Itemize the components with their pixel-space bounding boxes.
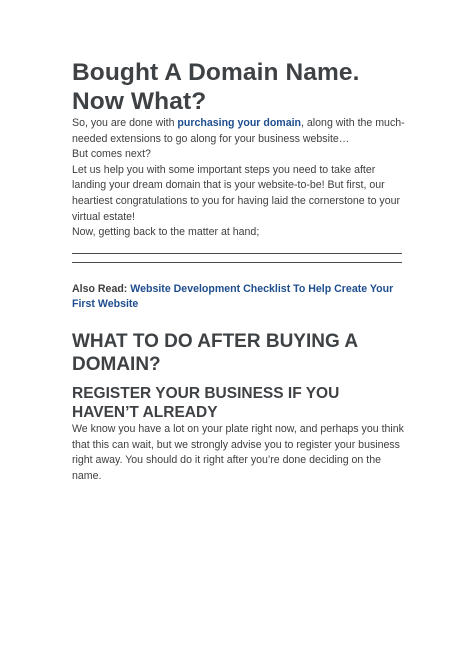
- divider-line: [72, 253, 402, 254]
- also-read-paragraph: [72, 282, 408, 313]
- divider-line: [72, 262, 402, 263]
- also-read-link[interactable]: Website Development Checklist To Help Create Your First Website: [72, 282, 394, 311]
- register-paragraph: We know you have a lot on your plate right now, and perhaps you think that this can wait, but we strongly advise you to register your business right away. You should do it right after you’re done deciding on the name.: [72, 422, 404, 482]
- section-heading: WHAT TO DO AFTER BUYING A DOMAIN?: [72, 330, 358, 375]
- title-line-1: Bought A Domain Name.: [72, 59, 360, 86]
- back-paragraph: Now, getting back to the matter at hand;: [72, 226, 260, 239]
- purchasing-domain-link[interactable]: purchasing your domain: [177, 117, 302, 129]
- subsection-heading: REGISTER YOUR BUSINESS IF YOU HAVEN’T ALREADY: [72, 384, 340, 421]
- intro-text-before: So, you are done with: [72, 117, 178, 129]
- divider-rules: [72, 253, 402, 263]
- also-read-label: Also Read:: [72, 282, 131, 295]
- intro-text-after: , along with the much-needed extensions to go along for your business website…: [72, 117, 405, 145]
- but-next-paragraph: But comes next?: [72, 148, 151, 161]
- page-title: [72, 58, 408, 116]
- article-body: [72, 58, 408, 484]
- title-line-2: Now What?: [72, 88, 207, 115]
- help-paragraph: Let us help you with some important steps you need to take after landing your dream domain that is your website-to-be! But first, our heartiest congratulations to you for having laid the cornerstone to your virtual estate!: [72, 163, 401, 223]
- intro-paragraph: [72, 116, 408, 147]
